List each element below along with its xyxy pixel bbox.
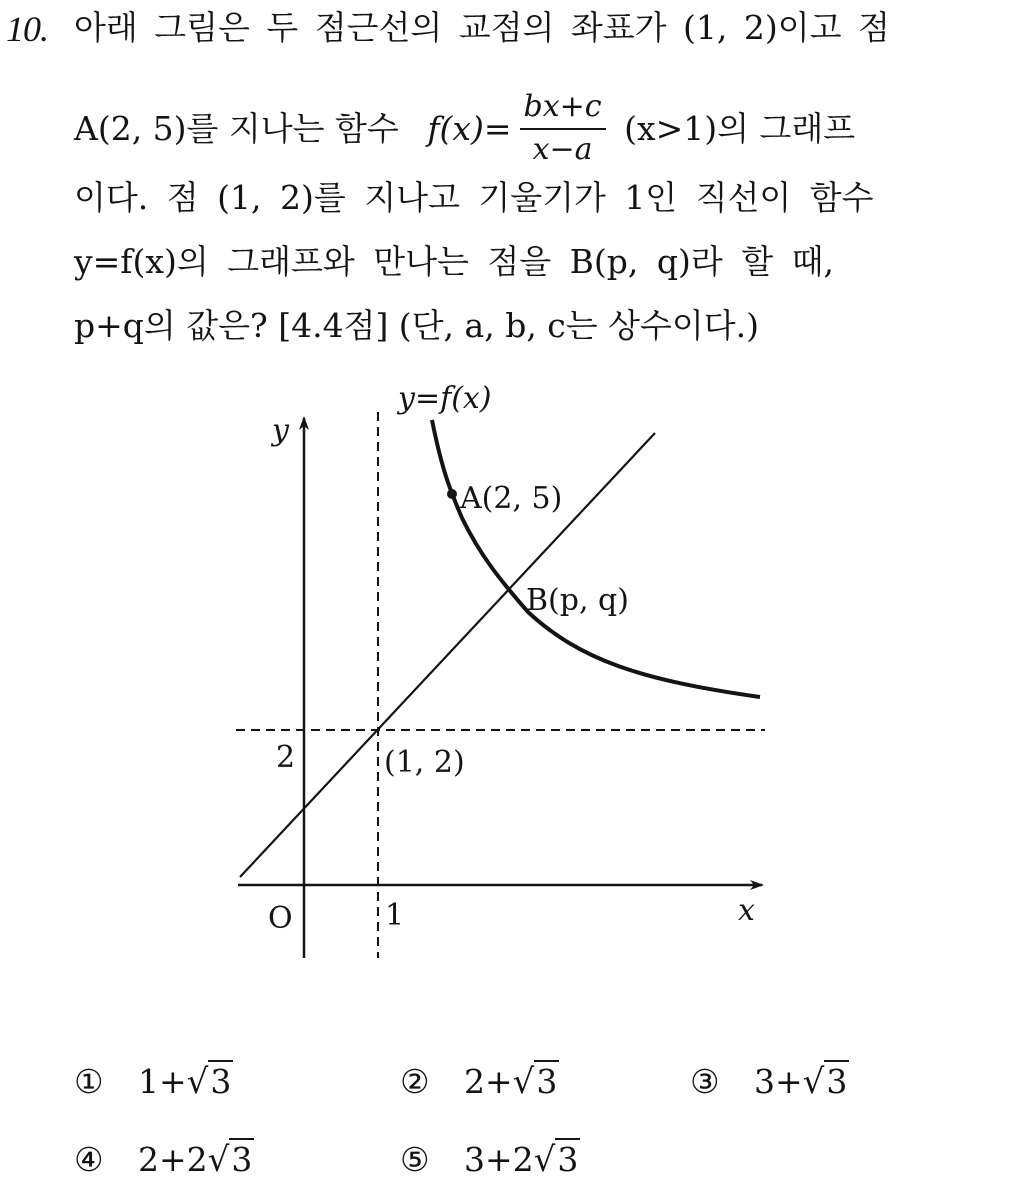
choice-4[interactable] (74, 1140, 254, 1180)
choice-1-prefix: 1+ (138, 1062, 187, 1101)
question-line-5: p+q의 값은? [4.4점] (단, a, b, c는 상수이다.) (74, 306, 760, 345)
fraction-denominator: x−a (532, 132, 593, 167)
choice-3-mark: ③ (690, 1062, 720, 1101)
choice-4-prefix: 2+2 (138, 1140, 208, 1179)
question-line-2-start: A(2, 5)를 지나는 함수 (74, 109, 399, 148)
choice-2[interactable] (400, 1062, 559, 1102)
choice-4-radicand: 3 (231, 1140, 253, 1179)
intersection-label: (1, 2) (384, 745, 465, 780)
function-notation: f(x)= (427, 109, 512, 148)
sqrt-symbol: √3 (802, 1062, 848, 1102)
question-line-4: y=f(x)의 그래프와 만나는 점을 B(p, q)라 할 때, (74, 242, 834, 281)
question-line-3: 이다. 점 (1, 2)를 지나고 기울기가 1인 직선이 함수 (74, 178, 874, 217)
choice-5-mark: ⑤ (400, 1140, 430, 1179)
point-b-label: B(p, q) (526, 583, 629, 618)
y-axis-label: y (272, 413, 289, 448)
choice-1[interactable] (74, 1062, 233, 1102)
curve-label: y=f(x) (398, 381, 492, 416)
choice-2-radicand: 3 (536, 1062, 558, 1101)
sqrt-symbol: √3 (186, 1062, 232, 1102)
sqrt-symbol: √3 (207, 1140, 253, 1180)
question-line-1: 아래 그림은 두 점근선의 교점의 좌표가 (1, 2)이고 점 (74, 8, 890, 47)
choice-3-radicand: 3 (826, 1062, 848, 1101)
x-axis-label: x (738, 893, 755, 928)
choice-5[interactable] (400, 1140, 580, 1180)
choice-3[interactable] (690, 1062, 849, 1102)
y-tick-label: 2 (276, 740, 296, 775)
question-number: 10. (6, 9, 48, 49)
function-curve (432, 420, 760, 697)
choice-1-mark: ① (74, 1062, 104, 1101)
choice-5-prefix: 3+2 (464, 1140, 534, 1179)
origin-label: O (268, 901, 293, 936)
x-tick-label: 1 (385, 898, 405, 933)
sqrt-symbol: √3 (533, 1140, 579, 1180)
choice-1-radicand: 3 (210, 1062, 232, 1101)
sqrt-symbol: √3 (512, 1062, 558, 1102)
fraction-numerator: bx+c (520, 90, 606, 130)
domain-condition: (x>1)의 그래프 (624, 109, 856, 148)
choice-4-mark: ④ (74, 1140, 104, 1179)
choice-2-mark: ② (400, 1062, 430, 1101)
choice-2-prefix: 2+ (464, 1062, 513, 1101)
point-a-label: A(2, 5) (460, 481, 563, 516)
choice-5-radicand: 3 (557, 1140, 579, 1179)
choice-3-prefix: 3+ (754, 1062, 803, 1101)
point-a-dot (447, 489, 457, 499)
